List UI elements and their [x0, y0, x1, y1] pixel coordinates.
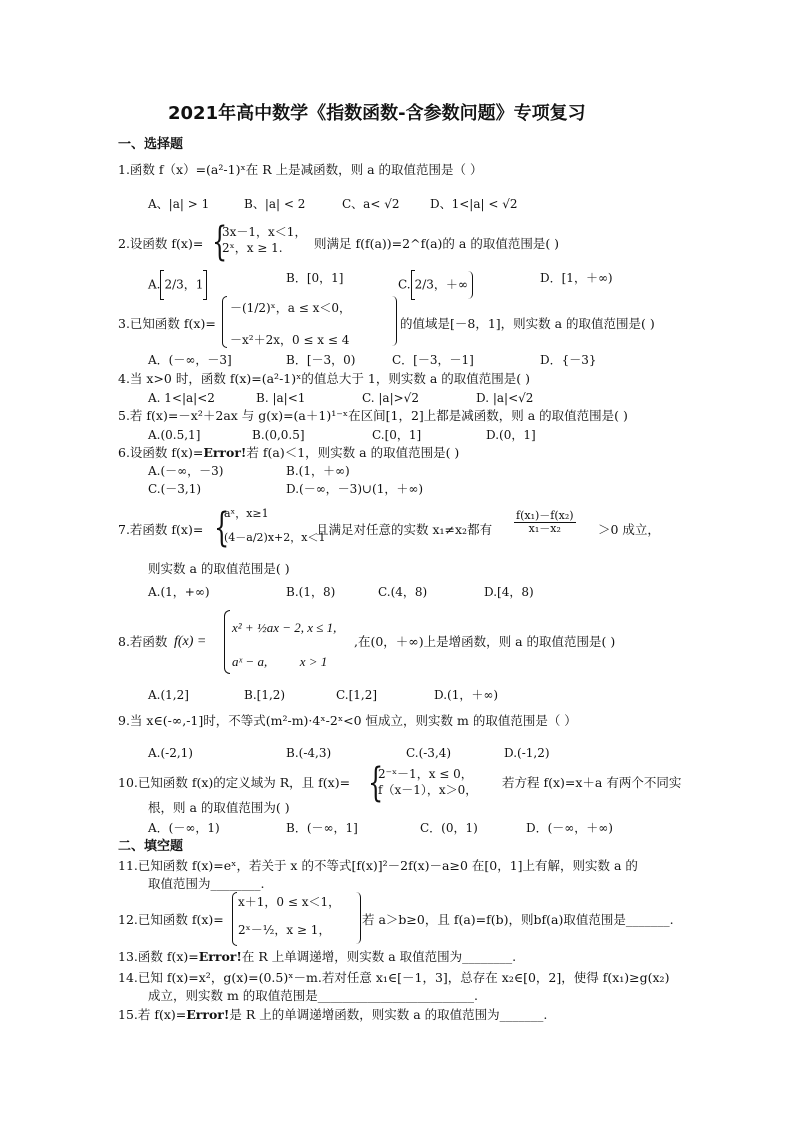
- q10-case-2: f（x－1），x＞0，: [378, 783, 478, 797]
- question-14-line-2: 成立，则实数 m 的取值范围是_________________________.: [148, 988, 479, 1003]
- error-marker: Error!: [186, 1007, 230, 1022]
- q7-option-a: A.(1，+∞): [148, 585, 210, 599]
- q7-option-b: B.(1，8): [286, 585, 336, 599]
- question-3-suffix: 的值域是[－8，1]，则实数 a 的取值范围是( ): [400, 316, 655, 331]
- q1-option-c: C、a< √2: [342, 197, 400, 211]
- q10-option-a: A．(－∞，1): [148, 821, 220, 835]
- q6-option-d: D.(－∞，－3)∪(1，＋∞): [286, 482, 424, 496]
- q2-option-a: A. 2/3，1: [148, 270, 207, 300]
- q8-case-2: aˣ − a, x > 1: [232, 654, 328, 669]
- q10-case-1: 2⁻ˣ－1，x ≤ 0，: [378, 767, 473, 781]
- q4-option-c: C. |a|>√2: [362, 391, 419, 405]
- q4-option-a: A. 1<|a|<2: [148, 391, 215, 405]
- q8-option-d: D.(1，＋∞): [434, 688, 499, 702]
- question-7-prefix: 7.若函数 f(x)=: [118, 522, 204, 537]
- q7-option-d: D.[4，8): [484, 585, 534, 599]
- q2-option-b: B．[0，1]: [286, 271, 344, 285]
- q1-option-d: D、1<|a| < √2: [430, 197, 518, 211]
- question-8-suffix: ,在(0，＋∞)上是增函数，则 a 的取值范围是( ): [354, 634, 616, 649]
- q10-option-d: D．(－∞，＋∞): [526, 821, 613, 835]
- q9-option-a: A.(-2,1): [148, 746, 193, 760]
- piecewise-brace: {: [214, 505, 230, 551]
- question-9-stem: 9.当 x∈(-∞,-1]时，不等式(m²-m)·4ˣ-2ˣ<0 恒成立，则实数 m 的取值范围是（ ）: [118, 713, 577, 728]
- question-10-suffix: 若方程 f(x)=x＋a 有两个不同实: [502, 775, 682, 790]
- q12-case-1: x＋1，0 ≤ x＜1，: [238, 895, 341, 909]
- question-13-stem: 13.函数 f(x)=Error!在 R 上单调递增，则实数 a 取值范围为________.: [118, 949, 517, 964]
- q6-option-a: A.(－∞，－3): [148, 464, 224, 478]
- q5-option-b: B.(0,0.5]: [252, 428, 305, 442]
- question-10-prefix: 10.已知函数 f(x)的定义域为 R，且 f(x)=: [118, 775, 351, 790]
- q5-option-a: A.(0.5,1]: [148, 428, 201, 442]
- q3-option-c: C．[－3，－1]: [392, 353, 474, 367]
- q12-case-2: 2ˣ－½，x ≥ 1，: [238, 923, 331, 937]
- closing-bracket: [392, 296, 397, 346]
- q3-case-2: －x²＋2x，0 ≤ x ≤ 4: [230, 333, 350, 347]
- q7-case-1: aˣ，x≥1: [224, 507, 269, 520]
- q4-option-b: B. |a|<1: [256, 391, 306, 405]
- q10-option-c: C．(0，1): [420, 821, 478, 835]
- question-5-stem: 5.若 f(x)=－x²＋2ax 与 g(x)=(a＋1)¹⁻ˣ在区间[1，2]上都是减函数，则 a 的取值范围是( ): [118, 408, 628, 423]
- q9-option-c: C.(-3,4): [406, 746, 452, 760]
- q8-option-c: C.[1,2]: [336, 688, 378, 702]
- q2-option-d: D．[1，＋∞): [540, 271, 613, 285]
- question-12-suffix: 若 a＞b≥0，且 f(a)=f(b)，则bf(a)取值范围是_______.: [362, 912, 674, 927]
- q1-option-a: A、|a| > 1: [148, 197, 210, 211]
- error-marker: Error!: [198, 949, 242, 964]
- question-1-stem: 1.函数 f（x）=(a²-1)ˣ在 R 上是减函数，则 a 的取值范围是（ ）: [118, 162, 483, 177]
- piecewise-brace: {: [368, 760, 384, 806]
- q1-option-b: B、|a| < 2: [244, 197, 306, 211]
- question-7-suffix: ＞0 成立，: [598, 522, 660, 537]
- question-7-middle: 且满足对任意的实数 x₁≠x₂都有: [316, 522, 493, 537]
- q2-case-2: 2ˣ，x ≥ 1.: [222, 241, 283, 255]
- piecewise-brace: [232, 892, 237, 946]
- q7-case-2: (4－a/2)x+2，x＜1: [224, 531, 326, 544]
- q7-option-c: C.(4，8): [378, 585, 428, 599]
- function-label: f(x) =: [174, 634, 207, 649]
- error-marker: Error!: [203, 445, 247, 460]
- q6-option-c: C.(－3,1): [148, 482, 202, 496]
- question-2-prefix: 2.设函数 f(x)=: [118, 236, 204, 251]
- q3-option-b: B．[－3，0): [286, 353, 356, 367]
- q3-option-d: D．{－3}: [540, 353, 597, 367]
- question-14-line-1: 14.已知 f(x)=x²，g(x)=(0.5)ˣ－m.若对任意 x₁∈[－1，3]，总存在 x₂∈[0，2]，使得 f(x₁)≥g(x₂): [118, 970, 670, 985]
- q4-option-d: D. |a|<√2: [476, 391, 534, 405]
- q8-option-a: A.(1,2]: [148, 688, 189, 702]
- q6-option-b: B.(1，＋∞): [286, 464, 350, 478]
- question-12-prefix: 12.已知函数 f(x)=: [118, 912, 224, 927]
- q5-option-c: C.[0，1]: [372, 428, 422, 442]
- question-6-stem: 6.设函数 f(x)=Error!若 f(a)＜1，则实数 a 的取值范围是( ): [118, 445, 460, 460]
- question-11-line-2: 取值范围为________.: [148, 876, 265, 891]
- question-10-line-2: 根，则 a 的取值范围为( ): [148, 800, 290, 815]
- q2-case-1: 3x－1，x＜1，: [222, 225, 307, 239]
- section-heading-choice: 一、选择题: [118, 137, 184, 152]
- page-title: 2021年高中数学《指数函数-含参数问题》专项复习: [168, 103, 586, 124]
- piecewise-brace: [222, 296, 227, 348]
- question-15-stem: 15.若 f(x)=Error!是 R 上的单调递增函数，则实数 a 的取值范围为_______.: [118, 1007, 548, 1022]
- q8-case-1: x² + ½ax − 2, x ≤ 1,: [232, 620, 337, 635]
- q9-option-b: B.(-4,3): [286, 746, 332, 760]
- question-7-line-2: 则实数 a 的取值范围是( ): [148, 561, 290, 576]
- question-3-prefix: 3.已知函数 f(x)=: [118, 316, 216, 331]
- q5-option-d: D.(0，1]: [486, 428, 536, 442]
- question-8-prefix: 8.若函数: [118, 634, 168, 649]
- section-heading-fill: 二、填空题: [118, 839, 184, 854]
- q3-case-1: －(1/2)ˣ，a ≤ x＜0，: [230, 301, 352, 315]
- question-11-line-1: 11.已知函数 f(x)=eˣ，若关于 x 的不等式[f(x)]²－2f(x)－a≥0 在[0，1]上有解，则实数 a 的: [118, 858, 638, 873]
- difference-quotient-fraction: $\frac{\text{f(x₁)－f(x₂)}}{\text{x₁－x₂}}$: [516, 509, 574, 535]
- question-4-stem: 4.当 x>0 时，函数 f(x)=(a²-1)ˣ的值总大于 1，则实数 a 的取值范围是( ): [118, 371, 530, 386]
- closing-bracket: [356, 892, 361, 944]
- question-2-suffix: 则满足 f(f(a))=2^f(a)的 a 的取值范围是( ): [314, 236, 560, 251]
- q8-option-b: B.[1,2): [244, 688, 286, 702]
- q9-option-d: D.(-1,2): [504, 746, 550, 760]
- piecewise-brace: [224, 610, 230, 674]
- piecewise-brace: {: [212, 219, 228, 265]
- q10-option-b: B．(－∞，1]: [286, 821, 358, 835]
- q2-option-c: C. 2/3，＋∞: [398, 270, 473, 300]
- q3-option-a: A．(－∞，－3]: [148, 353, 232, 367]
